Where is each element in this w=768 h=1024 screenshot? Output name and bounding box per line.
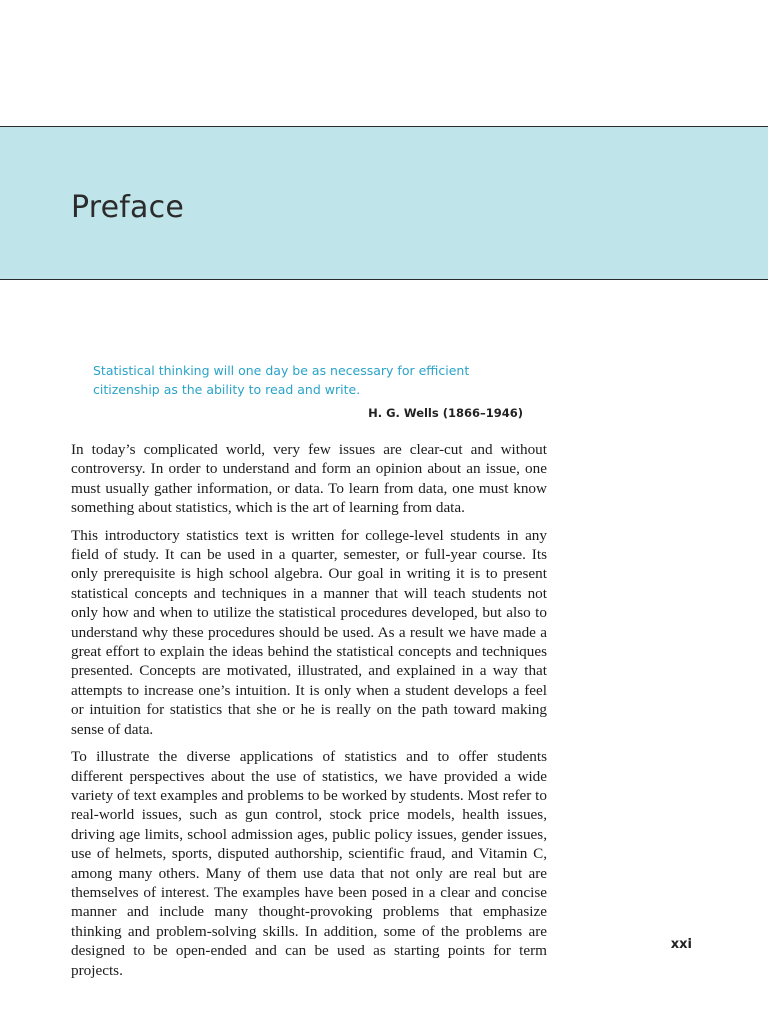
paragraph: To illustrate the diverse applications of statistics and to offer students different perspectives about the use of statistics, we have provided a wide variety of text examples and problems to be worked by students. Most refer to real-world issues, such as gun control, stock price models, health issues, driving age limits, school admission ages, public policy issues, gender issues, use of helmets, sports, disputed authorship, scientific fraud, and Vitamin C, among many others. Many of them use data that not only are real but are themselves of interest. The examples have been posed in a clear and concise manner and include many thought-provoking problems that emphasize thinking and problem-solving skills. In addition, some of the problems are designed to be open-ended and can be used as starting points for term projects.	[71, 748, 547, 979]
paragraph: In today’s complicated world, very few issues are clear-cut and without controversy. In order to understand and form an opinion about an issue, one must usually gather information, or data. To learn from data, one must know something about statistics, which is the art of learning from data.	[71, 441, 547, 517]
body-text	[71, 440, 547, 988]
chapter-title: Preface	[71, 190, 184, 225]
epigraph-quote: Statistical thinking will one day be as necessary for efficient citizenship as the ability to read and write.	[93, 363, 470, 397]
epigraph-attribution: H. G. Wells (1866–1946)	[368, 406, 523, 420]
paragraph: This introductory statistics text is written for college-level students in any field of study. It can be used in a quarter, semester, or full-year course. Its only prerequisite is high school algebra. Our goal in writing it is to present statistical concepts and techniques in a manner that will teach students not only how and when to utilize the statistical procedures developed, but also to understand why these procedures should be used. As a result we have made a great effort to explain the ideas behind the statistical concepts and techniques presented. Concepts are motivated, illustrated, and explained in a way that attempts to increase one’s intuition. It is only when a student develops a feel or intuition for statistics that she or he is really on the path toward making sense of data.	[71, 526, 547, 738]
page-number: xxi	[670, 937, 692, 952]
epigraph	[93, 361, 533, 399]
